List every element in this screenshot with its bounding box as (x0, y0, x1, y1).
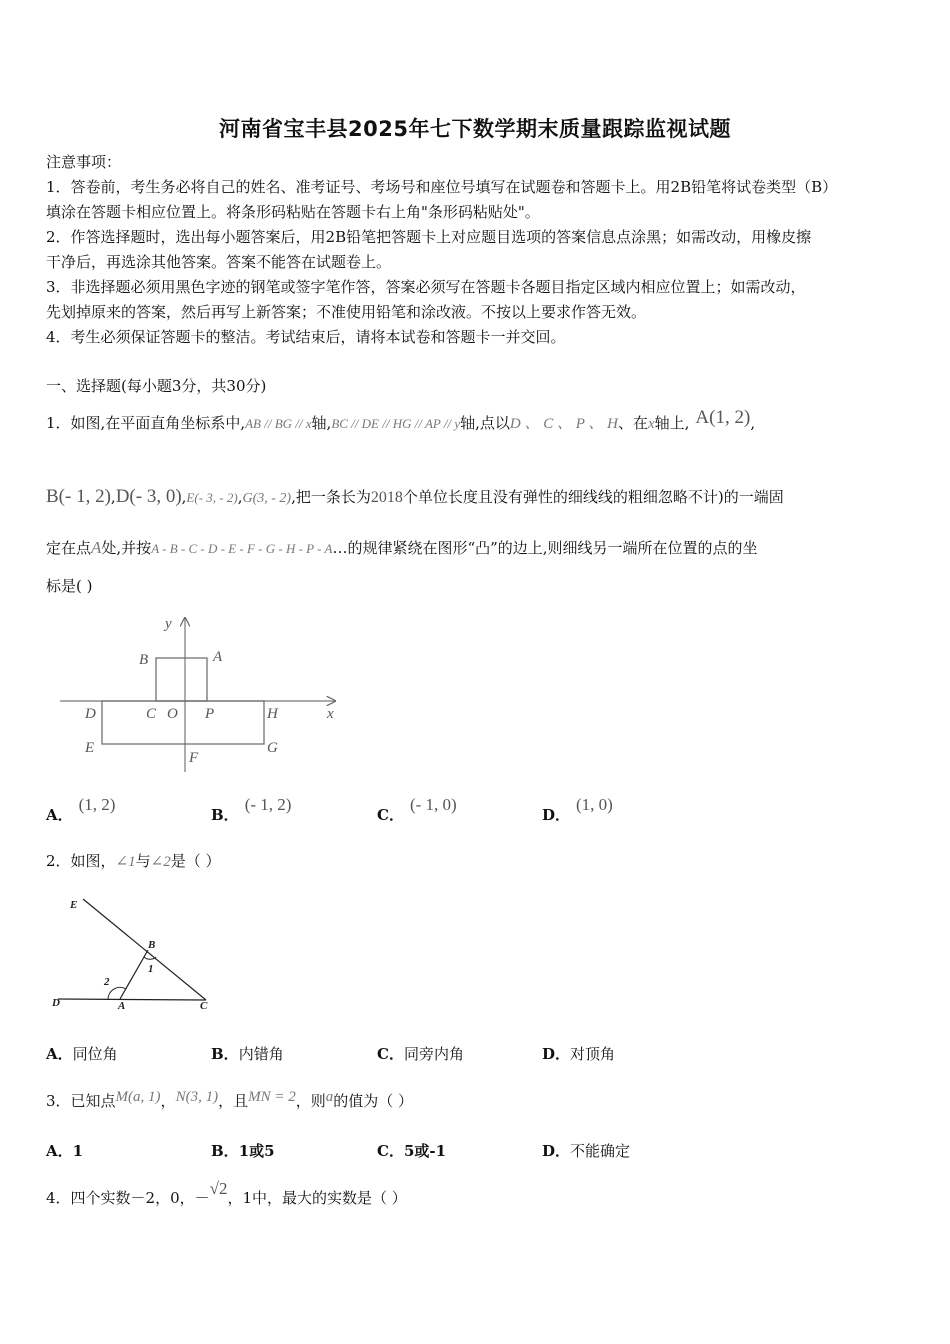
notice-item-4: 4．考生必须保证答题卡的整洁。考试结束后，请将本试卷和答题卡一并交回。 (46, 328, 566, 346)
notice-heading: 注意事项： (46, 153, 122, 171)
question-3-option-c[interactable]: C．5或-1 (377, 1142, 447, 1160)
label-1: 1 (148, 963, 154, 975)
label-y: y (165, 616, 172, 632)
notice-item-2-line-2: 干净后，再选涂其他答案。答案不能答在试题卷上。 (46, 253, 392, 271)
question-3-option-a[interactable]: A．1 (46, 1142, 84, 1160)
label-E: E (85, 740, 95, 756)
label-D: D (85, 706, 96, 722)
notice-item-1-line-2: 填涂在答题卡相应位置上。将条形码粘贴在答题卡右上角"条形码粘贴处"。 (46, 203, 540, 221)
question-2-figure (48, 893, 213, 1013)
question-1-line-2: B(- 1, 2),D(- 3, 0),E(- 3, - 2),G(3, - 2),把一条长为2018个单位长度且没有弹性的细线线的粗细忽略不计)的一端固 (46, 486, 784, 507)
label-B: B (148, 939, 156, 951)
upper-rectangle (156, 658, 207, 701)
line-ec (83, 899, 206, 1000)
label-x: x (327, 706, 334, 722)
question-2-option-a[interactable]: A．同位角 (46, 1045, 118, 1063)
question-1-figure (55, 612, 350, 777)
question-2-option-c[interactable]: C．同旁内角 (377, 1045, 464, 1063)
question-2-option-d[interactable]: D．对顶角 (542, 1045, 616, 1063)
question-3-stem: 3．已知点M(a, 1)，N(3, 1)，且MN = 2，则a的值为（ ） (46, 1089, 413, 1110)
lower-rectangle (102, 701, 264, 744)
section-heading: 一、选择题(每小题3分，共30分) (46, 377, 267, 395)
notice-item-3-line-1: 3．非选择题必须用黑色字迹的钢笔或签字笔作答，答案必须写在答题卡各题目指定区域内相应位置上；如需改动， (46, 278, 806, 296)
question-1-option-b[interactable]: B．(- 1, 2) (211, 795, 292, 824)
question-2-option-b[interactable]: B．内错角 (211, 1045, 284, 1063)
notice-item-2-line-1: 2．作答选择题时，选出每小题答案后，用2B铅笔把答题卡上对应题目选项的答案信息点涂黑；如需改动，用橡皮擦 (46, 228, 812, 246)
label-H: H (267, 706, 278, 722)
label-2: 2 (104, 976, 110, 988)
label-A: A (213, 649, 223, 665)
question-4-stem: 4．四个实数－2，0，－√2，1中，最大的实数是（ ） (46, 1179, 407, 1207)
label-O: O (167, 706, 178, 722)
page-title: 河南省宝丰县2025年七下数学期末质量跟踪监视试题 (219, 117, 731, 141)
label-B: B (139, 652, 149, 668)
question-2-stem: 2．如图，∠1与∠2是（ ） (46, 852, 221, 870)
label-A: A (118, 1000, 126, 1012)
label-C: C (146, 706, 157, 722)
question-1-option-a[interactable]: A．(1, 2) (46, 795, 116, 824)
question-1-line-1: 1．如图,在平面直角坐标系中,AB // BG // x轴,BC // DE // HG // AP // y轴,点以D 、 C 、 P 、 H、在x轴上, A(1, 2), (46, 407, 756, 432)
label-P: P (205, 706, 215, 722)
label-F: F (189, 750, 199, 766)
notice-item-3-line-2: 先划掉原来的答案，然后再写上新答案；不准使用铅笔和涂改液。不按以上要求作答无效。 (46, 303, 647, 321)
line-dc (58, 999, 206, 1000)
question-1-line-3: 定在点A处,并按A - B - C - D - E - F - G - H - P - A…的规律紧绕在图形“凸”的边上,则细线另一端所在位置的点的坐 (46, 538, 758, 557)
question-1-line-4: 标是( ) (46, 577, 93, 595)
question-3-option-b[interactable]: B．1或5 (211, 1142, 275, 1160)
label-E: E (70, 899, 78, 911)
notice-item-1-line-1: 1．答卷前，考生务必将自己的姓名、准考证号、考场号和座位号填写在试题卷和答题卡上。用2B铅笔将试卷类型（B） (46, 178, 838, 196)
label-D: D (52, 997, 60, 1009)
question-3-option-d[interactable]: D．不能确定 (542, 1142, 631, 1160)
label-C: C (200, 1000, 208, 1012)
label-G: G (267, 740, 278, 756)
question-1-option-c[interactable]: C．(- 1, 0) (377, 795, 457, 824)
question-1-option-d[interactable]: D．(1, 0) (542, 795, 613, 824)
